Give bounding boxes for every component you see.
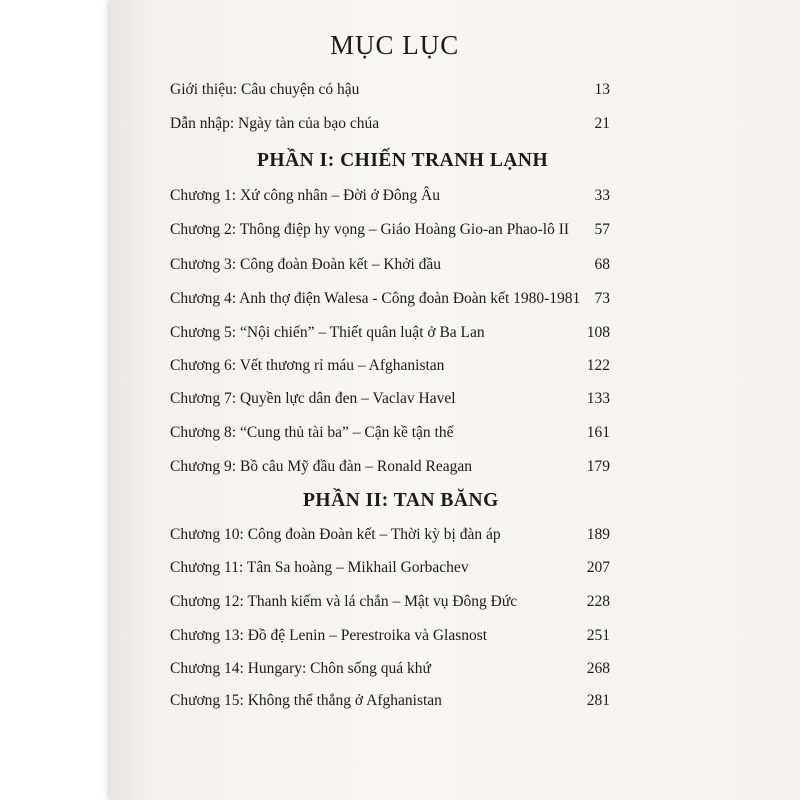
entry-page: 68	[594, 256, 610, 273]
entry-label: Chương 12: Thanh kiếm và lá chắn – Mật vụ Đông Đức	[170, 593, 518, 610]
entry-label: Chương 7: Quyền lực dân đen – Vaclav Havel	[170, 390, 456, 407]
entry-label: Chương 6: Vết thương rỉ máu – Afghanistan	[170, 357, 445, 374]
entry-label: Chương 3: Công đoàn Đoàn kết – Khởi đầu	[170, 256, 442, 273]
entry-page: 13	[594, 81, 610, 98]
entry-page: 179	[586, 458, 610, 475]
entry-page: 21	[594, 115, 610, 132]
entry-label: Chương 11: Tân Sa hoàng – Mikhail Gorbachev	[170, 559, 469, 576]
entry-page: 207	[586, 559, 610, 576]
entry-label: Chương 13: Đồ đệ Lenin – Perestroika và Glasnost	[170, 627, 488, 644]
entry-label: Chương 4: Anh thợ điện Walesa - Công đoàn Đoàn kết 1980-1981	[170, 290, 581, 307]
entry-label: Chương 14: Hungary: Chôn sống quá khứ	[170, 660, 431, 677]
entry-page: 268	[586, 660, 610, 677]
entry-label: Giới thiệu: Câu chuyện có hậu	[170, 81, 360, 98]
entry-page: 281	[586, 692, 610, 709]
entry-page: 251	[586, 627, 610, 644]
entry-page: 108	[586, 324, 610, 341]
entry-page: 228	[586, 593, 610, 610]
entry-page: 33	[594, 187, 610, 204]
entry-label: Chương 9: Bồ câu Mỹ đầu đàn – Ronald Reagan	[170, 458, 473, 475]
entry-label: Chương 5: “Nội chiến” – Thiết quân luật ở Ba Lan	[170, 324, 485, 341]
part-2-heading: PHẦN II: TAN BĂNG	[303, 490, 499, 511]
entry-page: 189	[586, 526, 610, 543]
entry-label: Chương 1: Xứ công nhân – Đời ở Đông Âu	[170, 187, 441, 204]
entry-label: Chương 2: Thông điệp hy vọng – Giáo Hoàng Gio-an Phao-lô II	[170, 221, 570, 238]
entry-label: Chương 10: Công đoàn Đoàn kết – Thời kỳ bị đàn áp	[170, 526, 501, 543]
entry-page: 73	[594, 290, 610, 307]
entry-page: 161	[586, 424, 610, 441]
entry-label: Chương 15: Không thể thắng ở Afghanistan	[170, 692, 442, 709]
entry-page: 133	[586, 390, 610, 407]
entry-label: Dẫn nhập: Ngày tàn của bạo chúa	[170, 115, 380, 132]
entry-page: 57	[594, 221, 610, 238]
entry-label: Chương 8: “Cung thủ tài ba” – Cận kề tận thế	[170, 424, 454, 441]
page-title: MỤC LỤC	[330, 30, 460, 60]
entry-page: 122	[586, 357, 610, 374]
part-1-heading: PHẦN I: CHIẾN TRANH LẠNH	[257, 150, 549, 171]
